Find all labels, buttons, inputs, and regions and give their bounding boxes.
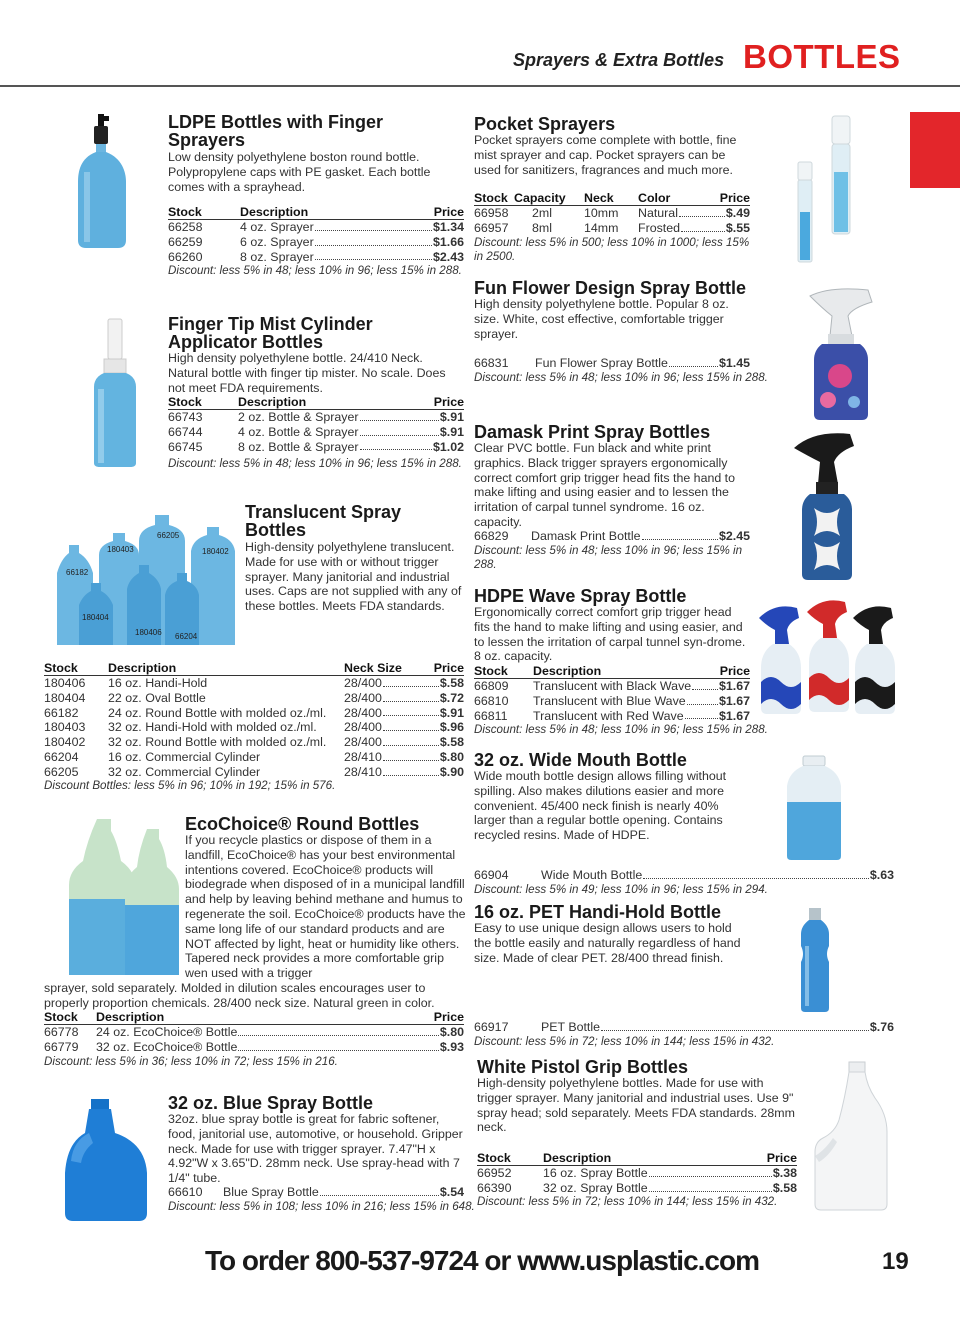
stock-cell: 66809 bbox=[474, 679, 509, 693]
description-cell: 24 oz. EcoChoice® Bottle bbox=[96, 1025, 238, 1039]
translucent-description: High-density polyethylene translucent. Made for use with or without trigger sprayer. Many janitorial and industrial uses. Caps are not supplied with any of these bottles. Meets FDA standards. bbox=[245, 540, 462, 614]
price-cell: $1.67 bbox=[718, 679, 750, 693]
table-row bbox=[168, 425, 464, 440]
stock-cell: 66743 bbox=[168, 410, 203, 424]
stock-cell: 66204 bbox=[44, 749, 79, 764]
table-row bbox=[474, 221, 750, 236]
neck-cell: 28/400 bbox=[344, 720, 382, 735]
neck-cell: 28/400 bbox=[344, 676, 382, 690]
hdpewave-header-description: Description bbox=[533, 664, 683, 679]
price-cell: $.93 bbox=[439, 1039, 464, 1054]
table-row bbox=[168, 220, 464, 235]
price-cell: $.58 bbox=[772, 1180, 797, 1195]
ldpe-bottle-image bbox=[70, 112, 150, 252]
ldpe-header-price: Price bbox=[395, 205, 464, 220]
table-row bbox=[168, 250, 464, 265]
translucent-discount: Discount Bottles: less 5% in 96; 10% in 192; 15% in 576. bbox=[44, 779, 336, 792]
ecochoice-description-wide: sprayer, sold separately. Molded in dilution scales encourages user to properly proportion chemicals. 28/400 neck size. Natural green in color. bbox=[44, 981, 435, 1010]
pet16-title: 16 oz. PET Handi-Hold Bottle bbox=[474, 902, 722, 922]
description-cell: 32 oz. EcoChoice® Bottle bbox=[96, 1039, 238, 1054]
stock-cell: 66610 bbox=[168, 1185, 203, 1199]
price-cell: $1.66 bbox=[432, 234, 464, 249]
ecochoice-discount: Discount: less 5% in 36; less 10% in 72; less 15% in 216. bbox=[44, 1055, 338, 1068]
table-row bbox=[44, 691, 464, 706]
image-label: 66204 bbox=[175, 632, 198, 641]
price-cell: $.80 bbox=[439, 1025, 464, 1039]
pocket-header-neck: Neck bbox=[584, 191, 638, 206]
stock-cell: 66259 bbox=[168, 234, 203, 249]
ecochoice-header-description: Description bbox=[96, 1010, 351, 1025]
price-cell: $2.43 bbox=[432, 249, 464, 264]
ecochoice-price-table bbox=[44, 1010, 464, 1055]
neck-cell: 28/410 bbox=[344, 749, 382, 764]
translucent-title: Translucent Spray Bottles bbox=[245, 502, 402, 540]
neck-cell: 28/400 bbox=[344, 690, 382, 705]
table-row bbox=[44, 706, 464, 721]
pocket-sprayers-image bbox=[790, 112, 870, 272]
table-row bbox=[474, 679, 750, 694]
capacity-cell: 8ml bbox=[532, 220, 552, 235]
description-cell: PET Bottle bbox=[541, 1020, 601, 1034]
damask-bottle-image bbox=[790, 424, 870, 584]
description-cell: 8 oz. Sprayer bbox=[240, 249, 314, 264]
neck-cell: 28/400 bbox=[344, 735, 382, 750]
description-cell: Translucent with Blue Wave bbox=[533, 693, 686, 708]
damask-price-line bbox=[474, 529, 750, 544]
description-cell: 6 oz. Sprayer bbox=[240, 234, 314, 249]
header-rule bbox=[0, 85, 960, 87]
description-cell: 32 oz. Round Bottle with molded oz./ml. bbox=[108, 735, 327, 750]
description-cell: 8 oz. Bottle & Sprayer bbox=[238, 439, 359, 454]
fingertip-description: High density polyethylene bottle. 24/410 Neck. Natural bottle with finger tip mister. No scale. Does not meet FDA requirements. bbox=[168, 351, 446, 395]
pocket-discount: Discount: less 5% in 500; less 10% in 1000; less 15% in 2500. bbox=[474, 236, 750, 263]
header-subtitle: Sprayers & Extra Bottles bbox=[513, 50, 725, 70]
table-row bbox=[168, 410, 464, 425]
stock-cell: 66957 bbox=[474, 220, 509, 235]
translucent-header-description: Description bbox=[108, 661, 344, 676]
stock-cell: 66952 bbox=[477, 1166, 512, 1180]
table-row bbox=[44, 1040, 464, 1055]
pistol-bottle-image bbox=[805, 1060, 890, 1215]
stock-cell: 66182 bbox=[44, 705, 79, 720]
neck-cell: 14mm bbox=[584, 220, 619, 235]
image-label: 66205 bbox=[157, 531, 180, 540]
price-cell: $.91 bbox=[439, 410, 464, 424]
widemouth-description: Wide mouth bottle design allows filling without spilling. Also makes dilutions easier and more convenient. 45/400 neck finish is nearly 40% larger than a regular bottle opening. Contains recycled resins. Made of HDPE. bbox=[474, 769, 727, 843]
fingertip-header-description: Description bbox=[238, 395, 394, 410]
stock-cell: 180404 bbox=[44, 690, 86, 705]
stock-cell: 66829 bbox=[474, 529, 509, 543]
table-row bbox=[474, 694, 750, 709]
pistol-header-description: Description bbox=[543, 1151, 719, 1166]
stock-cell: 66917 bbox=[474, 1020, 509, 1034]
stock-cell: 66260 bbox=[168, 249, 203, 264]
table-row bbox=[44, 676, 464, 691]
hdpewave-header-price: Price bbox=[683, 664, 750, 679]
stock-cell: 66810 bbox=[474, 693, 509, 708]
description-cell: 4 oz. Sprayer bbox=[240, 220, 314, 234]
description-cell: Fun Flower Spray Bottle bbox=[535, 356, 668, 370]
description-cell: Translucent with Red Wave bbox=[533, 708, 684, 723]
ldpe-price-table bbox=[168, 205, 464, 264]
pocket-price-table bbox=[474, 191, 750, 236]
pistol-price-table bbox=[477, 1151, 797, 1196]
price-cell: $1.67 bbox=[718, 693, 750, 708]
pocket-header-color: Color bbox=[638, 191, 696, 206]
stock-cell: 66831 bbox=[474, 356, 509, 370]
description-cell: 16 oz. Spray Bottle bbox=[543, 1166, 648, 1180]
pistol-discount: Discount: less 5% in 72; less 10% in 144; less 15% in 432. bbox=[477, 1195, 778, 1208]
stock-cell: 66205 bbox=[44, 764, 79, 779]
hdpewave-price-table bbox=[474, 664, 750, 723]
image-label: 180404 bbox=[82, 613, 109, 622]
table-row bbox=[474, 206, 750, 221]
ecochoice-title: EcoChoice® Round Bottles bbox=[185, 814, 420, 834]
hdpewave-title: HDPE Wave Spray Bottle bbox=[474, 586, 687, 606]
pistol-header-price: Price bbox=[719, 1151, 797, 1166]
funflower-title: Fun Flower Design Spray Bottle bbox=[474, 278, 747, 298]
price-cell: $.91 bbox=[439, 424, 464, 439]
page-number: 19 bbox=[882, 1248, 909, 1275]
pet16-discount: Discount: less 5% in 72; less 10% in 144; less 15% in 432. bbox=[474, 1035, 775, 1048]
price-cell: $.55 bbox=[725, 220, 750, 235]
price-cell: $.54 bbox=[439, 1185, 464, 1199]
fingertip-discount: Discount: less 5% in 48; less 10% in 96; less 15% in 288. bbox=[168, 457, 462, 470]
table-row bbox=[44, 1025, 464, 1040]
price-cell: $.80 bbox=[439, 749, 464, 764]
color-cell: Frosted bbox=[638, 220, 681, 235]
hdpewave-header-stock: Stock bbox=[474, 664, 533, 679]
table-row bbox=[44, 765, 464, 780]
price-cell: $2.45 bbox=[718, 529, 750, 543]
stock-cell: 66811 bbox=[474, 708, 508, 723]
ldpe-header-description: Description bbox=[240, 205, 395, 220]
funflower-description: High density polyethylene bottle. Popular 8 oz. size. White, cost effective, comfortable trigger sprayer. bbox=[474, 297, 729, 341]
price-cell: $.91 bbox=[439, 705, 464, 720]
stock-cell: 66904 bbox=[474, 868, 509, 882]
table-row bbox=[44, 720, 464, 735]
section-tab bbox=[910, 112, 960, 188]
description-cell: 16 oz. Commercial Cylinder bbox=[108, 749, 261, 764]
ldpe-discount: Discount: less 5% in 48; less 10% in 96; less 15% in 288. bbox=[168, 264, 462, 277]
image-label: 66182 bbox=[66, 568, 89, 577]
stock-cell: 180406 bbox=[44, 676, 86, 690]
stock-cell: 66778 bbox=[44, 1025, 79, 1039]
blue32-price-line bbox=[168, 1185, 464, 1200]
hdpewave-discount: Discount: less 5% in 48; less 10% in 96; less 15% in 288. bbox=[474, 723, 768, 736]
funflower-bottle-image bbox=[800, 282, 890, 422]
ecochoice-bottles-image bbox=[65, 815, 185, 980]
widemouth-price-line bbox=[474, 868, 894, 883]
description-cell: 4 oz. Bottle & Sprayer bbox=[238, 424, 359, 439]
table-row bbox=[168, 235, 464, 250]
ecochoice-header-price: Price bbox=[351, 1010, 464, 1025]
neck-cell: 28/400 bbox=[344, 705, 382, 720]
price-cell: $.72 bbox=[439, 690, 464, 705]
stock-cell: 66258 bbox=[168, 220, 203, 234]
damask-discount: Discount: less 5% in 48; less 10% in 96; less 15% in 288. bbox=[474, 544, 743, 571]
stock-cell: 66958 bbox=[474, 206, 509, 220]
fingertip-bottle-image bbox=[80, 315, 150, 470]
price-cell: $.96 bbox=[439, 720, 464, 735]
description-cell: Blue Spray Bottle bbox=[223, 1185, 319, 1199]
fingertip-price-table bbox=[168, 395, 464, 454]
translucent-header-price: Price bbox=[423, 661, 464, 676]
neck-cell: 28/410 bbox=[344, 764, 382, 779]
description-cell: Damask Print Bottle bbox=[531, 529, 641, 543]
table-row bbox=[477, 1166, 797, 1181]
price-cell: $.58 bbox=[439, 676, 464, 690]
price-cell: $.49 bbox=[725, 206, 750, 220]
pistol-title: White Pistol Grip Bottles bbox=[477, 1057, 689, 1077]
price-cell: $1.45 bbox=[718, 356, 750, 370]
description-cell: 32 oz. Commercial Cylinder bbox=[108, 764, 261, 779]
fingertip-title: Finger Tip Mist Cylinder Applicator Bottles bbox=[168, 314, 373, 352]
ldpe-header-stock: Stock bbox=[168, 205, 240, 220]
funflower-price-line bbox=[474, 356, 750, 371]
blue32-description: 32oz. blue spray bottle is great for fabric softener, food, janitorial use, automotive, or household. Gripper neck. Made for use with trigger sprayer. 7.47"H x 4.92"W x 3.65"D. 28mm neck. Use spray-head with 7 1/4" tube. bbox=[168, 1112, 463, 1186]
price-cell: $1.67 bbox=[718, 708, 750, 723]
price-cell: $.38 bbox=[772, 1166, 797, 1180]
description-cell: 2 oz. Bottle & Sprayer bbox=[238, 410, 359, 424]
price-cell: $.76 bbox=[869, 1020, 894, 1034]
ldpe-title: LDPE Bottles with Finger Sprayers bbox=[168, 112, 384, 150]
description-cell: 24 oz. Round Bottle with molded oz./ml. bbox=[108, 705, 327, 720]
pistol-description: High-density polyethylene bottles. Made for use with trigger sprayer. Many janitorial and industrial uses. Use 9" spray head; sold separately. Meets FDA standards. 28mm neck. bbox=[477, 1076, 795, 1135]
description-cell: 32 oz. Spray Bottle bbox=[543, 1180, 648, 1195]
description-cell: 22 oz. Oval Bottle bbox=[108, 690, 206, 705]
blue32-title: 32 oz. Blue Spray Bottle bbox=[168, 1093, 374, 1113]
description-cell: Translucent with Black Wave bbox=[533, 679, 692, 693]
fingertip-header-stock: Stock bbox=[168, 395, 238, 410]
color-cell: Natural bbox=[638, 206, 678, 220]
translucent-header-stock: Stock bbox=[44, 661, 108, 676]
description-cell: 32 oz. Handi-Hold with molded oz./ml. bbox=[108, 720, 317, 735]
hdpewave-bottles-image bbox=[755, 598, 900, 720]
table-row bbox=[168, 440, 464, 455]
neck-cell: 10mm bbox=[584, 206, 619, 220]
widemouth-discount: Discount: less 5% in 49; less 10% in 96; less 15% in 294. bbox=[474, 883, 768, 896]
price-cell: $.90 bbox=[439, 764, 464, 779]
stock-cell: 180402 bbox=[44, 735, 86, 750]
damask-description: Clear PVC bottle. Fun black and white print graphics. Black trigger sprayers ergonomically correct comfort grip trigger head fits the hand to make lifting and using easier and to lessen the irritation of carpal tunnel syndrome. 16 oz. capacity. bbox=[474, 441, 736, 529]
pocket-description: Pocket sprayers come complete with bottle, fine mist sprayer and cap. Pocket sprayers can be used for sanitizers, fragrances and much more. bbox=[474, 133, 737, 177]
table-row bbox=[474, 709, 750, 724]
description-cell: 16 oz. Handi-Hold bbox=[108, 676, 208, 690]
image-label: 180406 bbox=[135, 628, 162, 637]
blue32-discount: Discount: less 5% in 108; less 10% in 216; less 15% in 648. bbox=[168, 1200, 475, 1213]
translucent-header-neck: Neck Size bbox=[344, 661, 423, 676]
ecochoice-header-stock: Stock bbox=[44, 1010, 96, 1025]
damask-title: Damask Print Spray Bottles bbox=[474, 422, 711, 442]
widemouth-title: 32 oz. Wide Mouth Bottle bbox=[474, 750, 687, 770]
price-cell: $.58 bbox=[439, 735, 464, 750]
ecochoice-description-narrow: If you recycle plastics or dispose of them in a landfill, EcoChoice® has your best environmental intentions covered. EcoChoice® products will biodegrade when disposed of in a municipal landfill and help by leaving behind methane and humus to regenerate the soil. EcoChoice® products have the same long life of our standard products and are NOT affected by light, heat or humidity like others. Tapered neck provides a more comfortable grip wen used with a trigger bbox=[185, 833, 466, 981]
translucent-bottles-image bbox=[55, 505, 245, 655]
ldpe-description: Low density polyethylene boston round bottle. Polypropylene caps with PE gasket. Each bottle comes with a sprayhead. bbox=[168, 150, 431, 194]
pocket-header-price: Price bbox=[696, 191, 750, 206]
fingertip-header-price: Price bbox=[394, 395, 464, 410]
table-row bbox=[477, 1181, 797, 1196]
header-title: BOTTLES bbox=[743, 38, 901, 75]
stock-cell: 66745 bbox=[168, 439, 203, 454]
table-row bbox=[44, 750, 464, 765]
price-cell: $1.34 bbox=[432, 220, 464, 234]
price-cell: $.63 bbox=[869, 868, 894, 882]
stock-cell: 66744 bbox=[168, 424, 203, 439]
pet16-description: Easy to use unique design allows users to hold the bottle easily and naturally regardless of hand size. Made of clear PET. 28/400 thread finish. bbox=[474, 921, 741, 965]
pocket-title: Pocket Sprayers bbox=[474, 114, 616, 134]
pocket-header-stock: Stock bbox=[474, 191, 514, 206]
pocket-header-capacity: Capacity bbox=[514, 191, 584, 206]
price-cell: $1.02 bbox=[432, 439, 464, 454]
widemouth-bottle-image bbox=[785, 752, 845, 862]
description-cell: Wide Mouth Bottle bbox=[541, 868, 643, 882]
stock-cell: 66779 bbox=[44, 1039, 79, 1054]
footer-order-text: To order 800-537-9724 or www.usplastic.com bbox=[205, 1245, 759, 1276]
stock-cell: 66390 bbox=[477, 1180, 512, 1195]
capacity-cell: 2ml bbox=[532, 206, 552, 220]
pistol-header-stock: Stock bbox=[477, 1151, 543, 1166]
translucent-price-table bbox=[44, 661, 464, 780]
table-row bbox=[44, 735, 464, 750]
blue-spray-bottle-image bbox=[55, 1095, 165, 1225]
pet16-price-line bbox=[474, 1020, 894, 1035]
stock-cell: 180403 bbox=[44, 720, 86, 735]
image-label: 180402 bbox=[202, 547, 229, 556]
hdpewave-description: Ergonomically correct comfort grip trigger head fits the hand to make lifting and using easier, and to lessen the irritation of carpal tunnel syn-drome. 8 oz. capacity. bbox=[474, 605, 746, 664]
image-label: 180403 bbox=[107, 545, 134, 554]
pet16-bottle-image bbox=[795, 906, 835, 1016]
funflower-discount: Discount: less 5% in 48; less 10% in 96; less 15% in 288. bbox=[474, 371, 768, 384]
